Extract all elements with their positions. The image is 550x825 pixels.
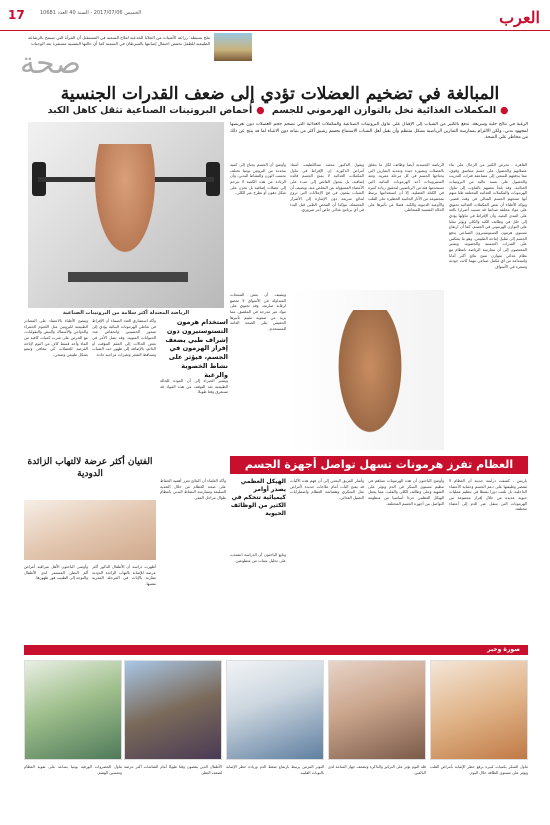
article2-headline-text: العظام تفرز هرمونات تسهل تواصل أجهزة الجسم: [244, 458, 514, 472]
strip-caption: قلة النوم تؤثر على التركيز والذاكرة وتضعف جهاز المناعة لدى البالغين.: [328, 764, 426, 775]
strip-caption: الأطفال الذين يقضون وقتا طويلا أمام الشاشات أكثر عرضة لضعف النظر.: [124, 764, 222, 775]
strip-photo: [226, 660, 324, 760]
article-column: وأشار الفريق البحثي إلى أن فهم هذه الآليات قد يفتح الباب أمام علاجات جديدة لأمراض مثل السكري وهشاشة العظام واضطرابات التمثيل الغذائي.: [290, 478, 364, 500]
child-photo: [24, 500, 156, 560]
article-column: وأكد العلماء أن النتائج تعزز أهمية الحفاظ على صحة العظام من خلال التغذية السليمة وممارسة النشاط البدني بانتظام طوال مراحل العمر.: [160, 478, 226, 500]
page-number: 17: [8, 8, 25, 22]
photo-caption: الرياضة المعتدلة أكثر سلامة من البروتينات الصناعية: [62, 310, 190, 316]
athlete-figure: [90, 144, 160, 264]
strip-caption: التوتر المزمن يرتبط بارتفاع ضغط الدم وزيادة خطر الإصابة بالنوبات القلبية.: [226, 764, 324, 775]
article-column: وأكد استشاري الغدد الصماء أن الإفراط في تعاطي الهرمونات البنائية يؤدي إلى ضمور الخصيتين وانخفاض عدد الحيوانات المنوية، وقد يصل الأمر في بعض الحالات إلى العقم المؤقت أو الدائم، بالإضافة إلى ظهور حب الشباب وتساقط الشعر وتغيرات مزاجية حادة.: [92, 318, 156, 357]
article-column: الرياضة الجسدية أيضا وظائف لكل ما يتعلق بالعضلات وبصورة جيدة وتحديد التمارين التي يحتاجها الجسم في كل مرحلة عمرية. وتعد الستيرويدات أحد الهرمونات البنائية التي تستخدمها فئة من الرياضيين لتحقيق زيادة كبيرة في الكتلة العضلية، إلا أن استخدامها يرتبط بمجموعة من الآثار الجانبية الخطيرة على القلب والأوعية الدموية والكبد، فضلا عن تأثيرها على الحالة النفسية للمتعاطي.: [368, 162, 444, 213]
article-column: ويضيف أن بعض المنتجات المتداولة في الأسواق لا تخضع لرقابة صارمة، وقد تحتوي على مواد غير مدرجة في الملصق، مما يزيد من صعوبة تقييم تأثيرها الحقيقي على الصحة العامة للمستخدم.: [230, 292, 286, 331]
article-column: أظهرت دراسة أن الأطفال الذكور أكثر عرضة للإصابة بالتهاب الزائدة الدودية مقارنة بالإناث في المرحلة العمرية نفسها.: [92, 564, 156, 586]
article-column: وأوصى الباحثون الأهل بمراقبة أعراض ألم البطن المستمر لدى الأطفال والتوجه إلى الطبيب فور ظهورها.: [24, 564, 88, 581]
muscular-man-photo: [290, 290, 444, 450]
article2-headline: [230, 456, 528, 474]
newspaper-logo: العرب: [499, 8, 540, 27]
article-column: وأوضح الباحثون أن هذه الهرمونات تساهم في تنظيم مستوى السكر في الدم وتؤثر على الشهية وعلى وظائف الكلى والقلب، مما يجعل الهيكل العظمي جزءا أساسيا من منظومة التواصل بين أجهزة الجسم المختلفة.: [368, 478, 444, 506]
strip-caption: تناول الخضروات الورقية يوميا يساعد على تقوية العظام وتحسين الهضم.: [24, 764, 122, 775]
bullet-icon: ●: [500, 105, 509, 116]
strip-photo: [328, 660, 426, 760]
article-column: باريس - كشفت دراسة حديثة أن العظام لا تقتصر وظيفتها على دعم الجسم وحماية الأعضاء الداخلية، بل تلعب دورا نشطا في تنظيم عمليات حيوية عديدة من خلال إفراز مجموعة من الهرمونات التي تنتقل عبر الدم إلى أعضاء مختلفة.: [449, 478, 527, 512]
article-subheads: [40, 104, 520, 118]
article-column: وأوضح أن الجسم يحتاج إلى كمية محددة من البروتين يوميا تختلف بحسب الوزن والنشاط البدني، وأن الزيادة عن هذه الكمية لا تترجم إلى عضلات إضافية بل تخزن على شكل دهون أو تطرح عبر الكلى.: [230, 162, 286, 196]
subhead-2: أحماض البروتينات الصناعية تثقل كاهل الكبد: [47, 105, 253, 116]
article-column: ويشير الخبراء إلى أن العودة للحالة الطبيعية بعد التوقف عن هذه المواد قد تستغرق وقتا طويلا.: [160, 378, 228, 395]
photo-news-bar: [24, 645, 528, 655]
subhead-1: المكملات الغذائية تخل بالتوازن الهرموني للجسم: [271, 105, 497, 116]
article-column: ويقول الدكتور محمد عبداللطيف، أستاذ أمراض الذكورة، إن الإفراط في تناول المكملات الغذائية لا يمنح الجسم فائدة إضافية، بل يتحول الفائض إلى عبء على الأعضاء المسؤولة عن التخلص منه. ويضيف أن الشباب يقعون في فخ الإعلانات التي تروج لنتائج سريعة دون الإشارة إلى الأضرار المحتملة، مؤكدا أن الفحص الطبي قبل البدء في أي برنامج غذائي خاص أمر ضروري.: [290, 162, 364, 213]
article-column: وينصح الأطباء بالاعتماد على المصادر الطبيعية للبروتين مثل اللحوم الحمراء والدواجن والأسماك والبيض والبقوليات، مع الحرص على شرب كميات كافية من الماء وأخذ قسط كاف من النوم لإتاحة الفرصة للعضلات كي تتعافى وتنمو بشكل طبيعي وصحي.: [24, 318, 88, 357]
strip-photo: [24, 660, 122, 760]
article-column: القاهرة - تحرص الكثير من الرجال على بناء عضلاتهم والحصول على جسم متناسق وقوي، مما يدفعهم للسعي إلى مضاعفة فترات التدريب والحصول على نسبة عالية من البروتينات الغذائية، وقد يلجأ بعضهم بالتناوب إلى تناول الهرمونات والمكملات الغذائية المختلفة ظنا منهم أنها تمنحهم الجسم المثالي في وقت قصير. ويؤكد الأطباء أن بعض المكملات الغذائية تحتوي على مواد مخلقة صناعيا قد تسبب أضرارا بالغة على المدى البعيد، وأن الإفراط في تناولها يؤدي إلى خلل في وظائف الكبد والكلى ويؤثر سلبا على التوازن الهرموني في الجسم. كما أن ارتفاع مستوى هرمون التستوستيرون الصناعي يدفع الجسم إلى تقليل إنتاجه الطبيعي، وهو ما ينعكس على القدرات الجنسية والخصوبة. ويشير المختصون إلى أن ممارسة الرياضة بانتظام مع نظام غذائي متوازن تمنح نتائج أكثر أمانا واستدامة من أي مكمل صناعي مهما كانت جودته وسعره في الأسواق.: [449, 162, 527, 269]
strip-photo: [124, 660, 222, 760]
strip-caption: تناول السكر بكميات كبيرة يرفع خطر الإصابة بأمراض القلب ويؤثر على مستوى الطاقة خلال اليوم.: [430, 764, 528, 775]
bullet-icon: ●: [256, 105, 265, 116]
article-column: وتابع الباحثون أن الدراسة اعتمدت على تحليل عينات من متطوعين.: [230, 552, 286, 563]
pull-quote-text: استخدام هرمون التستوستيرون دون إشراف طبي يضعف إفراز الهرمون في الجسم، فيؤثر على نشاط الخصوبة والرغبة: [165, 318, 228, 379]
strip-photo: [430, 660, 528, 760]
article-intro: الرغبة في نتائج جلية وسريعة، تدفع بالكثير من الشباب إلى الإقبال على تناول البروتينات الصناعية والمكملات الغذائية التي تضخم حجم العضلات دون تعريضها لمجهود بدني، ولكن الالتزام بممارسة التمارين الرياضية بشكل منتظم وأن يقبل أهل الشباب الاستماع بجسم رشيق أكثر من بنيانه دون الانتباه لما قد ينتج عن ذلك من مخاطر على الصحة.: [230, 122, 528, 141]
photo-news-label: صورة وخبر: [487, 645, 520, 653]
dateline: الخميس 2017/07/06 - السنة 40 العدد 10681: [40, 10, 142, 16]
bodybuilder-photo: [28, 122, 224, 308]
pull-quote: [160, 318, 228, 379]
section-title: صحة: [20, 46, 81, 81]
promo-thumbnail: [214, 33, 252, 61]
pull-quote-text: الهيكل العظمي يصدر أوامر كيميائية تتحكم في الكثير من الوظائف الحيوية: [230, 478, 286, 518]
bench-icon: [68, 272, 188, 282]
article3-headline: الفتيان أكثر عرضة لالتهاب الزائدة الدودية: [27, 457, 153, 480]
article-headline: المبالغة في تضخيم العضلات تؤدي إلى ضعف القدرات الجنسية: [60, 84, 500, 104]
promo-text: ملح نسيطة: زراعة الأشيات من الخلايا الجذعية لعلاج السمنة في المستقبل أن المرأة التي تسمح بالرضاعة الطبيعية للطفل تخفض احتمال إصابتها بالسرطان في السمنة كما أن حالتها النفسية مستقرة بعد الوجبات: [27, 35, 210, 47]
man-figure: [330, 310, 410, 450]
pull-quote: [230, 478, 286, 548]
